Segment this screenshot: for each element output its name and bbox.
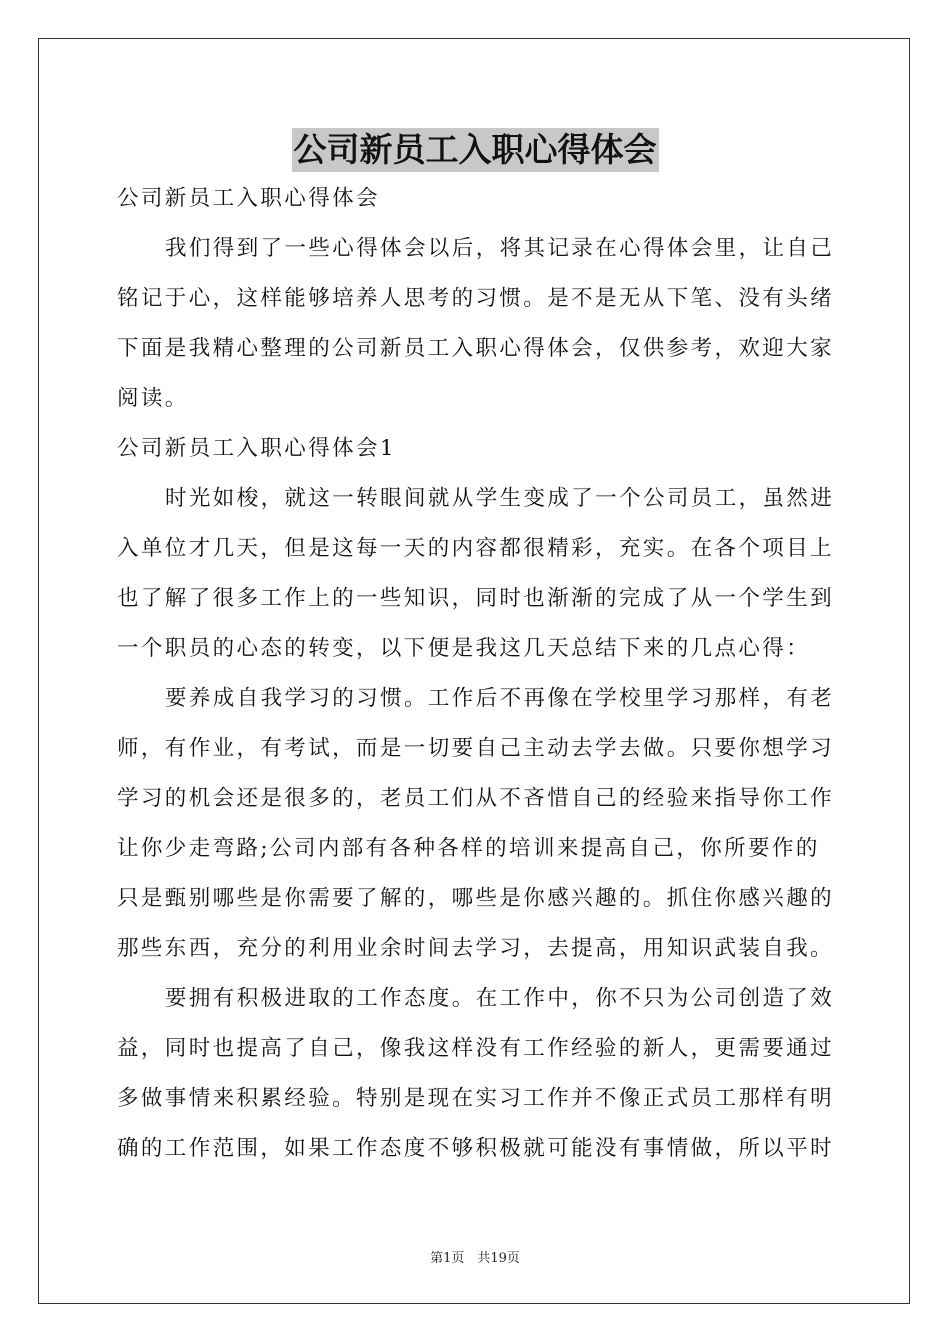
body-line: 学习的机会还是很多的，老员工们从不吝惜自己的经验来指导你工作 <box>117 786 835 811</box>
body-line: 那些东西，充分的利用业余时间去学习，去提高，用知识武装自我。 <box>117 936 835 961</box>
body-line: 只是甄别哪些是你需要了解的，哪些是你感兴趣的。抓住你感兴趣的 <box>117 886 835 911</box>
body-line: 确的工作范围，如果工作态度不够积极就可能没有事情做，所以平时 <box>117 1136 835 1161</box>
page-footer: 第1页 共19页 <box>430 1251 520 1266</box>
body-line: 师，有作业，有考试，而是一切要自己主动去学去做。只要你想学习 <box>117 736 835 761</box>
body-line: 我们得到了一些心得体会以后，将其记录在心得体会里，让自己 <box>165 236 835 261</box>
body-line: 时光如梭，就这一转眼间就从学生变成了一个公司员工，虽然进 <box>165 486 835 511</box>
body-line: 让你少走弯路;公司内部有各种各样的培训来提高自己，你所要作的 <box>117 836 820 861</box>
body-line: 一个职员的心态的转变，以下便是我这几天总结下来的几点心得： <box>117 636 811 661</box>
body-line: 益，同时也提高了自己，像我这样没有工作经验的新人，更需要通过 <box>117 1036 835 1061</box>
body-line: 要养成自我学习的习惯。工作后不再像在学校里学习那样，有老 <box>165 686 835 711</box>
body-line: 下面是我精心整理的公司新员工入职心得体会，仅供参考，欢迎大家 <box>117 336 835 361</box>
body-line: 要拥有积极进取的工作态度。在工作中，你不只为公司创造了效 <box>165 986 835 1011</box>
document-title: 公司新员工入职心得体会 <box>292 128 659 172</box>
body-line: 铭记于心，这样能够培养人思考的习惯。是不是无从下笔、没有头绪 <box>117 286 835 311</box>
body-line: 阅读。 <box>117 386 189 411</box>
title-container <box>0 128 950 172</box>
body-line: 公司新员工入职心得体会1 <box>117 436 396 461</box>
body-line: 多做事情来积累经验。特别是现在实习工作并不像正式员工那样有明 <box>117 1086 835 1111</box>
body-line: 公司新员工入职心得体会 <box>117 186 380 211</box>
body-line: 入单位才几天，但是这每一天的内容都很精彩，充实。在各个项目上 <box>117 536 835 561</box>
body-line: 也了解了很多工作上的一些知识，同时也渐渐的完成了从一个学生到 <box>117 586 835 611</box>
document-body <box>117 174 833 1174</box>
